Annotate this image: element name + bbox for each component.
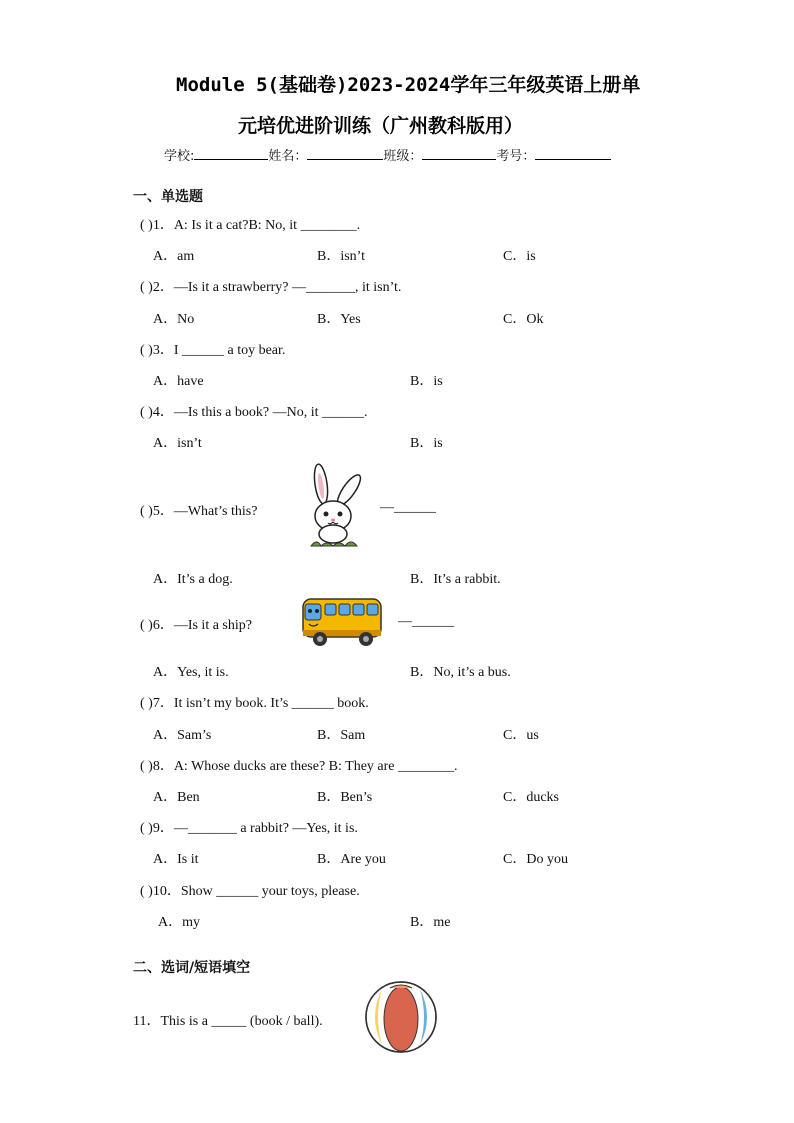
q10-option-a[interactable]: A．my [158, 915, 200, 930]
ball-icon [364, 980, 438, 1054]
q9-option-a[interactable]: A．Is it [153, 852, 199, 867]
question-10: ( )10．Show ______ your toys, please. [140, 884, 360, 899]
q3-option-b[interactable]: B．is [410, 374, 443, 389]
name-blank[interactable] [307, 145, 383, 160]
question-5: ( )5．—What’s this? [140, 504, 258, 519]
name-label: 姓名： [268, 149, 308, 164]
question-11: 11．This is a _____ (book / ball). [133, 1014, 323, 1029]
q1-option-a[interactable]: A．am [153, 249, 195, 264]
number-blank[interactable] [535, 145, 611, 160]
question-6: ( )6．—Is it a ship? [140, 618, 252, 633]
q7-option-b[interactable]: B．Sam [317, 728, 366, 743]
page-title-line1: Module 5(基础卷)2023-2024学年三年级英语上册单 [176, 74, 641, 96]
q7-option-a[interactable]: A．Sam’s [153, 728, 212, 743]
class-blank[interactable] [422, 145, 496, 160]
q9-option-c[interactable]: C．Do you [503, 852, 568, 867]
class-label: 班级： [383, 149, 423, 164]
student-info-line [164, 145, 611, 164]
q1-option-b[interactable]: B．isn’t [317, 249, 365, 264]
question-5-answer: —______ [380, 500, 436, 515]
section-word-fill: 二、选词/短语填空 [133, 960, 251, 976]
q4-option-b[interactable]: B．is [410, 436, 443, 451]
q10-option-b[interactable]: B．me [410, 915, 451, 930]
question-2: ( )2．—Is it a strawberry? —_______, it isn’t. [140, 280, 402, 295]
q8-option-a[interactable]: A．Ben [153, 790, 200, 805]
q7-option-c[interactable]: C．us [503, 728, 539, 743]
school-blank[interactable] [194, 145, 268, 160]
q3-option-a[interactable]: A．have [153, 374, 204, 389]
question-9: ( )9．—_______ a rabbit? —Yes, it is. [140, 821, 358, 836]
q6-option-b[interactable]: B．No, it’s a bus. [410, 665, 511, 680]
question-3: ( )3．I ______ a toy bear. [140, 343, 286, 358]
q1-option-c[interactable]: C．is [503, 249, 536, 264]
bus-icon [300, 594, 384, 650]
q9-option-b[interactable]: B．Are you [317, 852, 386, 867]
q5-option-b[interactable]: B．It’s a rabbit. [410, 572, 501, 587]
section-single-choice: 一、单选题 [133, 189, 203, 205]
q4-option-a[interactable]: A．isn’t [153, 436, 202, 451]
rabbit-icon [303, 462, 367, 550]
number-label: 考号： [496, 149, 536, 164]
question-8: ( )8．A: Whose ducks are these? B: They are ________. [140, 759, 458, 774]
page-title-line2: 元培优进阶训练（广州教科版用） [238, 115, 524, 137]
question-7: ( )7．It isn’t my book. It’s ______ book. [140, 696, 369, 711]
q8-option-c[interactable]: C．ducks [503, 790, 559, 805]
q5-option-a[interactable]: A．It’s a dog. [153, 572, 233, 587]
question-6-answer: —______ [398, 614, 454, 629]
question-4: ( )4．—Is this a book? —No, it ______. [140, 405, 368, 420]
q2-option-a[interactable]: A．No [153, 312, 195, 327]
question-1: ( )1．A: Is it a cat?B: No, it ________. [140, 218, 361, 233]
q6-option-a[interactable]: A．Yes, it is. [153, 665, 229, 680]
q2-option-c[interactable]: C．Ok [503, 312, 544, 327]
q2-option-b[interactable]: B．Yes [317, 312, 361, 327]
school-label: 学校: [164, 149, 195, 164]
q8-option-b[interactable]: B．Ben’s [317, 790, 373, 805]
